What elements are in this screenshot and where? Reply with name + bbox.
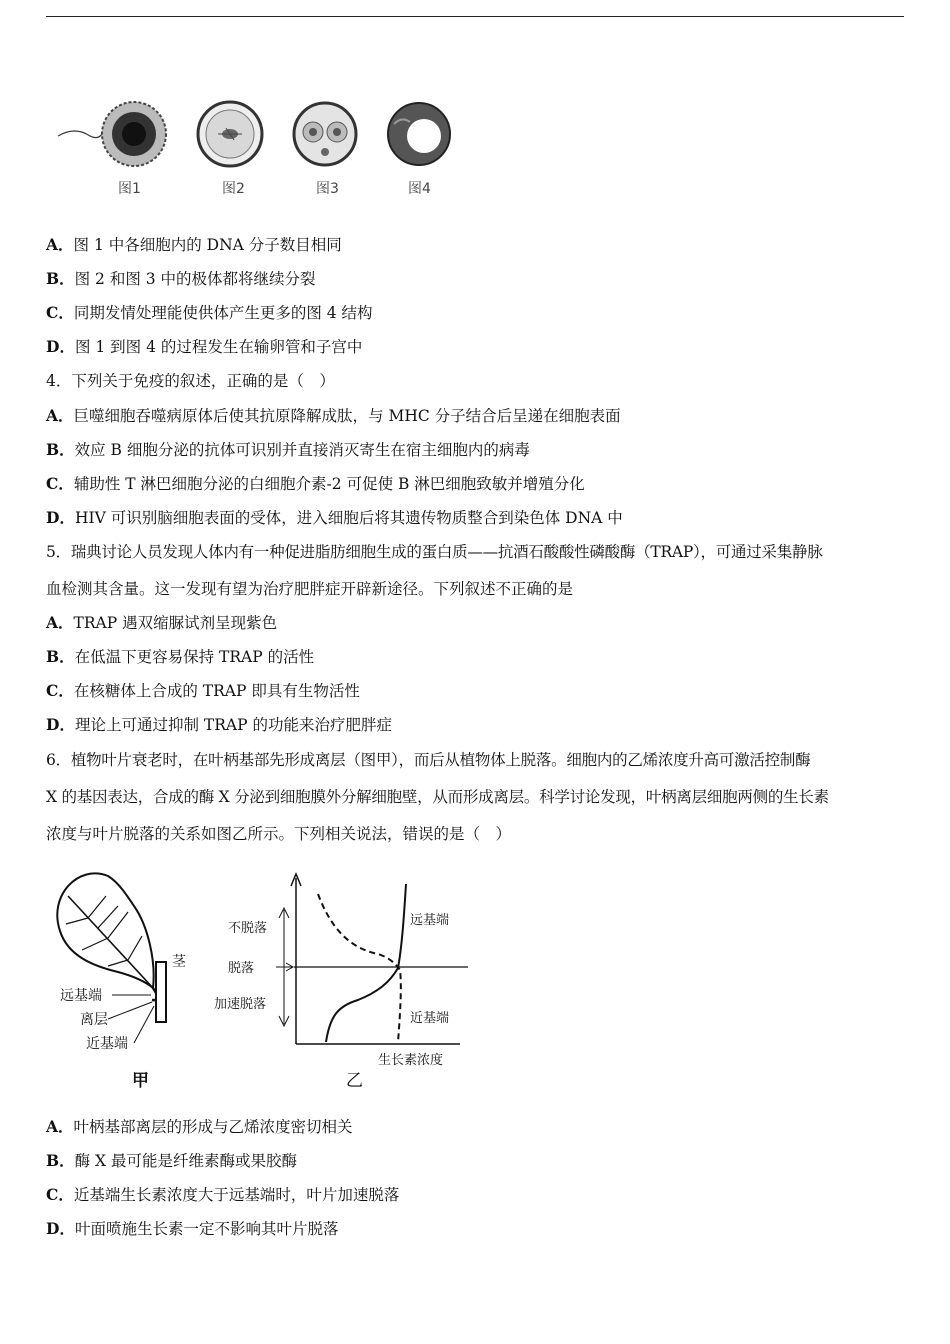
q6-option-c bbox=[46, 1185, 399, 1205]
q3-option-a bbox=[46, 235, 342, 255]
option-letter: C． bbox=[46, 681, 74, 700]
q4-option-b bbox=[46, 440, 530, 460]
label-distal-curve: 远基端 bbox=[410, 913, 450, 928]
q6-option-d bbox=[46, 1219, 338, 1239]
option-text: 在核糖体上合成的 TRAP 即具有生物活性 bbox=[73, 682, 360, 700]
cell-stages-images bbox=[50, 96, 470, 176]
option-text: 叶面喷施生长素一定不影响其叶片脱落 bbox=[74, 1220, 339, 1238]
option-text: 理论上可通过抑制 TRAP 的功能来治疗肥胖症 bbox=[74, 716, 392, 734]
label-fall: 脱落 bbox=[228, 961, 255, 976]
q5-stem-line1: 5．瑞典讨论人员发现人体内有一种促进脂肪细胞生成的蛋白质——抗酒石酸酸性磷酸酶（TRAP），可通过采集静脉 bbox=[46, 543, 823, 561]
option-letter: A． bbox=[46, 406, 74, 425]
option-letter: D． bbox=[46, 337, 75, 356]
caption-fig3: 图3 bbox=[316, 181, 339, 197]
option-text: 效应 B 细胞分泌的抗体可识别并直接消灭寄生在宿主细胞内的病毒 bbox=[74, 441, 530, 459]
option-text: 同期发情处理能使供体产生更多的图 4 结构 bbox=[73, 304, 373, 322]
label-abscission-layer: 离层 bbox=[80, 1012, 108, 1028]
option-letter: A． bbox=[46, 1117, 74, 1136]
q6-stem-line2: X 的基因表达，合成的酶 X 分泌到细胞膜外分解细胞壁，从而形成离层。科学讨论发现，叶柄离层细胞两侧的生长素 bbox=[46, 788, 829, 806]
caption-fig4: 图4 bbox=[408, 181, 431, 197]
option-letter: D． bbox=[46, 1219, 75, 1238]
cell-stages-figure bbox=[50, 96, 470, 208]
q5-option-a bbox=[46, 613, 277, 633]
option-letter: B． bbox=[46, 269, 75, 288]
q4-option-a bbox=[46, 406, 621, 426]
q4-stem: 4．下列关于免疫的叙述，正确的是（ ） bbox=[46, 372, 335, 390]
label-distal-end: 远基端 bbox=[60, 988, 102, 1004]
cell-image-1 bbox=[58, 102, 166, 166]
q5-option-d bbox=[46, 715, 392, 735]
figure-jia bbox=[57, 873, 187, 1091]
q6-option-a bbox=[46, 1117, 353, 1137]
q5-option-b bbox=[46, 647, 314, 667]
option-text: 巨噬细胞吞噬病原体后使其抗原降解成肽，与 MHC 分子结合后呈递在细胞表面 bbox=[73, 407, 621, 425]
option-text: HIV 可识别脑细胞表面的受体，进入细胞后将其遗传物质整合到染色体 DNA 中 bbox=[74, 509, 623, 527]
option-letter: C． bbox=[46, 1185, 74, 1204]
option-letter: B． bbox=[46, 440, 75, 459]
q5-option-c bbox=[46, 681, 360, 701]
option-letter: A． bbox=[46, 613, 74, 632]
option-text: TRAP 遇双缩脲试剂呈现紫色 bbox=[73, 614, 278, 632]
label-proximal-curve: 近基端 bbox=[410, 1011, 450, 1026]
option-text: 图 2 和图 3 中的极体都将继续分裂 bbox=[74, 270, 316, 288]
cell-image-3 bbox=[294, 103, 356, 165]
q4-option-d bbox=[46, 508, 623, 528]
option-text: 叶柄基部离层的形成与乙烯浓度密切相关 bbox=[73, 1118, 353, 1136]
figure-yi bbox=[214, 874, 468, 1091]
option-letter: B． bbox=[46, 1151, 75, 1170]
option-text: 图 1 中各细胞内的 DNA 分子数目相同 bbox=[73, 236, 342, 254]
q6-stem-line1: 6．植物叶片衰老时，在叶柄基部先形成离层（图甲），而后从植物体上脱落。细胞内的乙烯浓度升高可激活控制酶 bbox=[46, 751, 811, 769]
option-letter: B． bbox=[46, 647, 75, 666]
option-letter: D． bbox=[46, 508, 75, 527]
option-text: 辅助性 T 淋巴细胞分泌的白细胞介素-2 可促使 B 淋巴细胞致敏并增殖分化 bbox=[73, 475, 585, 493]
option-letter: C． bbox=[46, 474, 74, 493]
option-text: 酶 X 最可能是纤维素酶或果胶酶 bbox=[74, 1152, 297, 1170]
caption-jia: 甲 bbox=[132, 1071, 149, 1091]
option-text: 近基端生长素浓度大于远基端时，叶片加速脱落 bbox=[73, 1186, 400, 1204]
cell-image-4 bbox=[388, 103, 450, 165]
q6-option-b bbox=[46, 1151, 297, 1171]
label-stem: 茎 bbox=[172, 954, 186, 970]
option-letter: A． bbox=[46, 235, 74, 254]
axis-label-auxin: 生长素浓度 bbox=[378, 1053, 444, 1068]
option-letter: C． bbox=[46, 303, 74, 322]
caption-fig2: 图2 bbox=[222, 181, 245, 197]
caption-yi: 乙 bbox=[346, 1071, 363, 1091]
q4-option-c bbox=[46, 474, 585, 494]
q3-option-d bbox=[46, 337, 362, 357]
caption-fig1: 图1 bbox=[118, 181, 141, 197]
label-proximal-end: 近基端 bbox=[86, 1036, 128, 1052]
cell-image-2 bbox=[198, 102, 262, 166]
q6-stem-line3: 浓度与叶片脱落的关系如图乙所示。下列相关说法，错误的是（ ） bbox=[46, 825, 512, 843]
q3-option-c bbox=[46, 303, 373, 323]
header-rule bbox=[46, 16, 904, 17]
q3-option-b bbox=[46, 269, 316, 289]
option-letter: D． bbox=[46, 715, 75, 734]
label-accelerate-fall: 加速脱落 bbox=[214, 997, 267, 1012]
leaf-abscission-figures bbox=[48, 866, 488, 1098]
option-text: 图 1 到图 4 的过程发生在输卵管和子宫中 bbox=[74, 338, 363, 356]
option-text: 在低温下更容易保持 TRAP 的活性 bbox=[74, 648, 315, 666]
q5-stem-line2: 血检测其含量。这一发现有望为治疗肥胖症开辟新途径。下列叙述不正确的是 bbox=[46, 580, 574, 598]
label-not-fall: 不脱落 bbox=[228, 921, 268, 936]
